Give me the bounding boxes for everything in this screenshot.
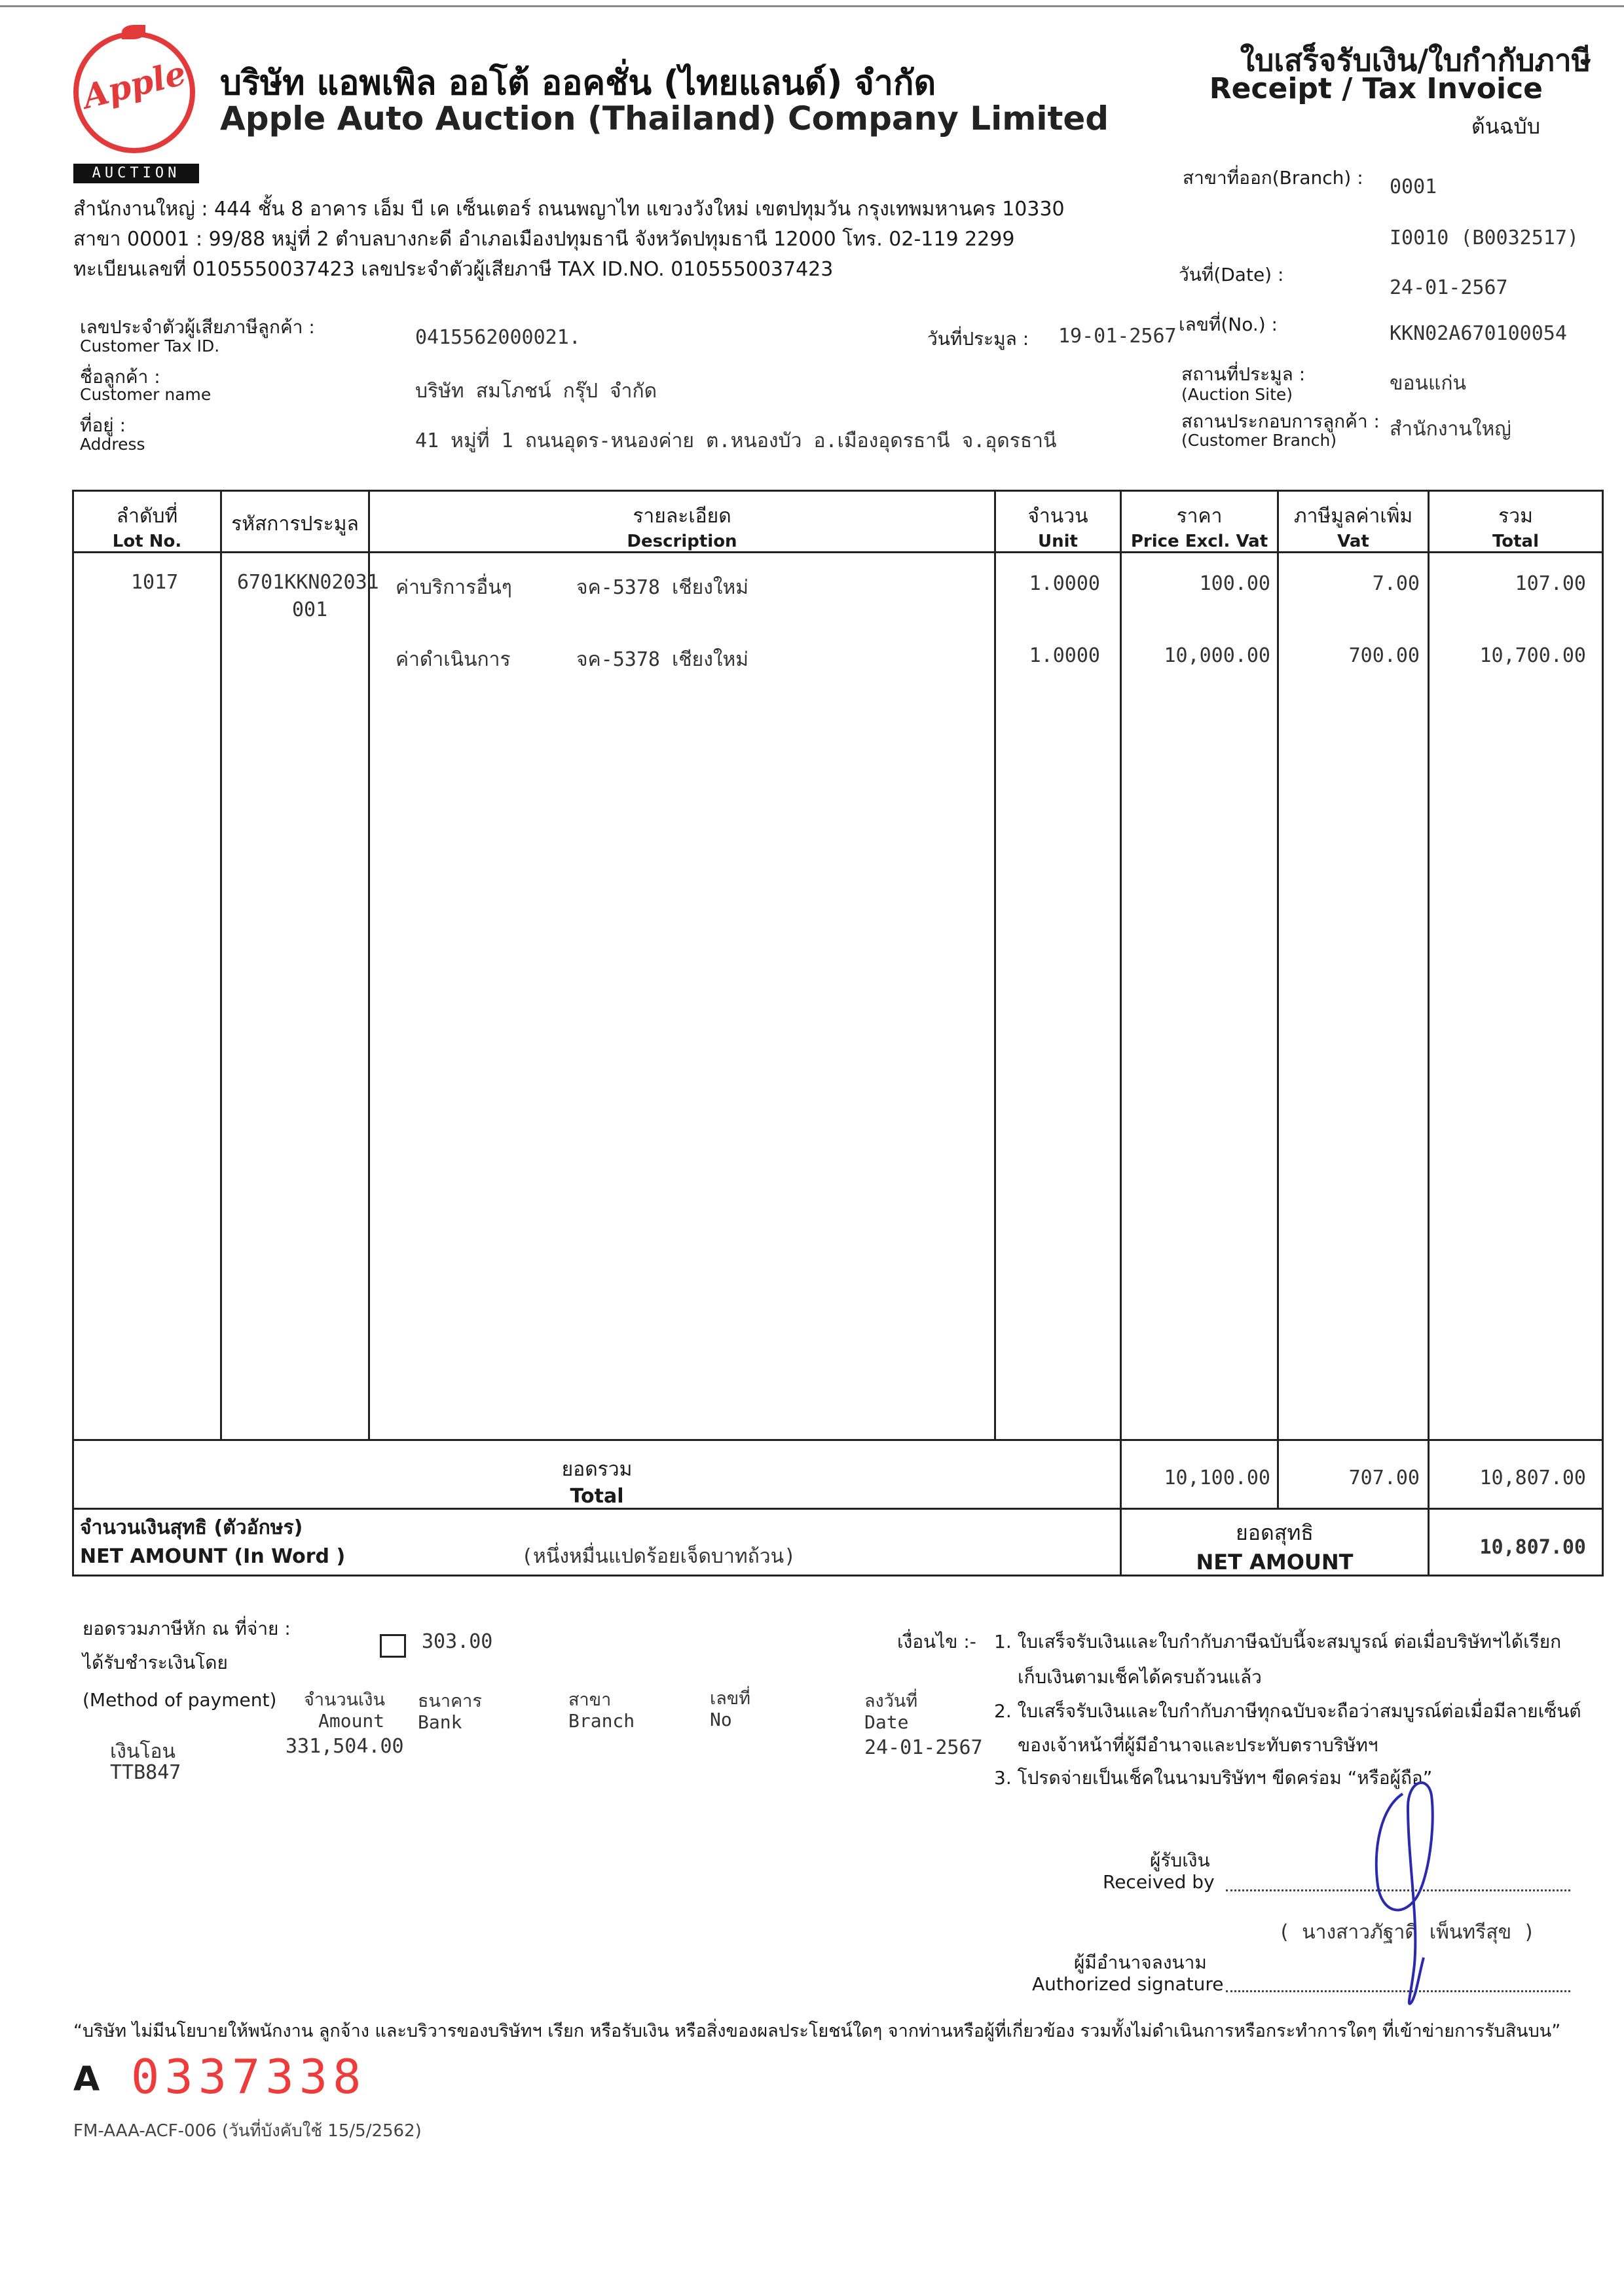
condition-2a: 2. ใบเสร็จรับเงินและใบกำกับภาษีทุกฉบับจะถือว่าสมบูรณ์ต่อเมื่อมีลายเซ็นต์: [994, 1700, 1581, 1722]
cust-tax-label-th: เลขประจำตัวผู้เสียภาษีลูกค้า :: [80, 316, 315, 338]
cust-addr-label-en: Address: [80, 435, 145, 454]
header-lot: ลำดับที่ Lot No.: [73, 491, 221, 553]
cust-tax-label-en: Customer Tax ID.: [80, 337, 220, 355]
header-total: รวม Total: [1429, 491, 1603, 553]
ref-value: I0010 (B0032517): [1390, 227, 1579, 249]
method-label: (Method of payment): [83, 1689, 277, 1711]
total-vat: 707.00: [1348, 1467, 1420, 1489]
no-label: เลขที่(No.) :: [1179, 314, 1278, 335]
signer-name: ( นางสาวภัฐาดี เพ็นทรีสุข ): [1278, 1921, 1536, 1944]
wht-value: 303.00: [422, 1630, 493, 1653]
received-by-th: ผู้รับเงิน: [1150, 1850, 1210, 1871]
site-label-en: (Auction Site): [1181, 385, 1293, 404]
col-bank-en: Bank: [418, 1711, 462, 1733]
no-value: KKN02A670100054: [1390, 322, 1567, 345]
net-word-label-th: จำนวนเงินสุทธิ (ตัวอักษร): [80, 1516, 303, 1539]
row1-total: 107.00: [1515, 572, 1586, 595]
row1-plate: จค-5378 เชียงใหม่: [576, 576, 749, 599]
total-total: 10,807.00: [1479, 1467, 1586, 1489]
total-price: 10,100.00: [1164, 1467, 1270, 1489]
branch-value: 0001: [1390, 175, 1437, 198]
cust-branch-label-th: สถานประกอบการลูกค้า :: [1181, 410, 1380, 432]
col-no-th: เลขที่: [710, 1688, 751, 1709]
col-bank-th: ธนาคาร: [418, 1691, 482, 1711]
company-name-th: บริษัท แอพเพิล ออโต้ ออคชั่น (ไทยแลนด์) จำกัด: [220, 64, 936, 103]
site-label-th: สถานที่ประมูล :: [1181, 363, 1306, 385]
serial-number: 0337338: [131, 2049, 367, 2104]
doc-title-en: Receipt / Tax Invoice: [1209, 72, 1543, 105]
row2-total: 10,700.00: [1479, 644, 1586, 667]
row2-price: 10,000.00: [1164, 644, 1270, 667]
net-word-value: (หนึ่งหมื่นแปดร้อยเจ็ดบาทถ้วน): [521, 1545, 796, 1568]
cust-addr-value: 41 หมู่ที่ 1 ถนนอุดร-หนองค่าย ต.หนองบัว อ.เมืองอุดรธานี จ.อุดรธานี: [415, 429, 1057, 452]
auction-date-value: 19-01-2567: [1058, 325, 1177, 348]
row1-vat: 7.00: [1372, 572, 1420, 595]
wht-checkbox: [380, 1634, 406, 1658]
col-amount-en: Amount: [318, 1710, 385, 1732]
row2-vat: 700.00: [1348, 644, 1420, 667]
doc-copy-label: ต้นฉบับ: [1471, 114, 1540, 139]
anti-bribery-disclaimer: “บริษัท ไม่มีนโยบายให้พนักงาน ลูกจ้าง และบริวารของบริษัทฯ เรียก หรือรับเงิน หรือสิ่งของผลประโยชน์ใดๆ จากท่านหรือผู้ที่เกี่ยวข้อง รวมทั้งไม่ดำเนินการหรือกระทำการใดๆ ที่เข้าข่ายการรับสินบน”: [73, 2021, 1561, 2041]
auction-code-line1: 6701KKN02031: [237, 571, 379, 594]
condition-1b: เก็บเงินตามเช็คได้ครบถ้วนแล้ว: [1018, 1666, 1262, 1688]
body-lot: [73, 553, 221, 1440]
company-address-line2: สาขา 00001 : 99/88 หมู่ที่ 2 ตำบลบางกะดี อำเภอเมืองปทุมธานี จังหวัดปทุมธานี 12000 โทร. 02-119 2299: [73, 228, 1015, 251]
payment-date-value: 24-01-2567: [864, 1736, 983, 1759]
doc-title-th: ใบเสร็จรับเงิน/ใบกำกับภาษี: [1240, 43, 1591, 78]
net-label-cell: ยอดสุทธิ NET AMOUNT: [1121, 1509, 1429, 1576]
col-no-en: No: [710, 1709, 732, 1730]
method-ref: TTB847: [110, 1761, 181, 1784]
conditions-label: เงื่อนไข :-: [897, 1631, 976, 1652]
header-price: ราคา Price Excl. Vat: [1121, 491, 1278, 553]
site-value: ขอนแก่น: [1390, 372, 1467, 395]
row2-unit: 1.0000: [1029, 644, 1100, 667]
logo-leaf-icon: [122, 25, 145, 39]
row2-plate: จค-5378 เชียงใหม่: [576, 648, 749, 671]
header-vat: ภาษีมูลค่าเพิ่ม Vat: [1278, 491, 1429, 553]
total-label-cell: ยอดรวม Total: [73, 1440, 1121, 1509]
header-auction-code: รหัสการประมูล: [221, 491, 369, 553]
cust-name-label-th: ชื่อลูกค้า :: [80, 366, 160, 388]
body-description: [369, 553, 995, 1440]
row1-desc: ค่าบริการอื่นๆ: [396, 576, 512, 599]
received-by-label: ได้รับชำระเงินโดย: [83, 1652, 228, 1673]
condition-2b: ของเจ้าหน้าที่ผู้มีอำนาจและประทับตราบริษัทฯ: [1018, 1734, 1378, 1756]
company-address-line1: สำนักงานใหญ่ : 444 ชั้น 8 อาคาร เอ็ม บี เค เซ็นเตอร์ ถนนพญาไท แขวงวังใหม่ เขตปทุมวัน กรุงเทพมหานคร 10330: [73, 198, 1065, 221]
row2-desc: ค่าดำเนินการ: [396, 648, 511, 671]
logo-auction-strip: AUCTION: [73, 164, 199, 183]
body-vat: [1278, 553, 1429, 1440]
branch-label: สาขาที่ออก(Branch) :: [1183, 167, 1363, 189]
net-value: 10,807.00: [1479, 1536, 1586, 1559]
col-amount-th: จำนวนเงิน: [304, 1690, 385, 1710]
condition-1a: 1. ใบเสร็จรับเงินและใบกำกับภาษีฉบับนี้จะสมบูรณ์ ต่อเมื่อบริษัทฯได้เรียก: [994, 1631, 1562, 1652]
body-total: [1429, 553, 1603, 1440]
body-price: [1121, 553, 1278, 1440]
lot-no: 1017: [131, 571, 179, 594]
cust-branch-label-en: (Customer Branch): [1181, 431, 1337, 450]
authorized-th: ผู้มีอำนาจลงนาม: [1074, 1952, 1207, 1973]
auction-date-label: วันที่ประมูล :: [927, 328, 1029, 350]
handwritten-signature: [1356, 1768, 1460, 2010]
form-code: FM-AAA-ACF-006 (วันที่บังคับใช้ 15/5/2562): [73, 2121, 422, 2141]
col-date-th: ลงวันที่: [864, 1691, 918, 1711]
cust-addr-label-th: ที่อยู่ :: [80, 414, 126, 436]
row1-price: 100.00: [1199, 572, 1270, 595]
date-value: 24-01-2567: [1390, 276, 1508, 299]
cust-branch-value: สำนักงานใหญ่: [1390, 418, 1511, 441]
logo-text: Apple: [79, 53, 190, 117]
method-value: เงินโอน: [110, 1740, 176, 1763]
condition-3: 3. โปรดจ่ายเป็นเช็คในนามบริษัทฯ ขีดคร่อม “หรือผู้ถือ”: [994, 1767, 1433, 1789]
row1-unit: 1.0000: [1029, 572, 1100, 595]
date-label: วันที่(Date) :: [1179, 264, 1284, 285]
net-word-label-en: NET AMOUNT (In Word ): [80, 1545, 346, 1568]
received-by-en: Received by: [1103, 1871, 1215, 1893]
scan-edge: [0, 5, 1624, 7]
header-description: รายละเอียด Description: [369, 491, 995, 553]
amount-value: 331,504.00: [286, 1735, 404, 1758]
company-name-en: Apple Auto Auction (Thailand) Company Limited: [220, 100, 1109, 137]
cust-tax-value: 0415562000021.: [415, 326, 581, 349]
body-unit: [995, 553, 1121, 1440]
company-address-line3: ทะเบียนเลขที่ 0105550037423 เลขประจำตัวผู้เสียภาษี TAX ID.NO. 0105550037423: [73, 258, 834, 281]
auction-code-line2: 001: [292, 598, 328, 621]
wht-label: ยอดรวมภาษีหัก ณ ที่จ่าย :: [83, 1618, 291, 1639]
authorized-en: Authorized signature: [1032, 1973, 1224, 1995]
serial-prefix: A: [73, 2060, 100, 2099]
cust-name-label-en: Customer name: [80, 385, 212, 404]
header-unit: จำนวน Unit: [995, 491, 1121, 553]
col-branch-th: สาขา: [568, 1690, 612, 1710]
col-date-en: Date: [864, 1711, 909, 1733]
cust-name-value: บริษัท สมโภชน์ กรุ๊ป จำกัด: [415, 380, 657, 403]
col-branch-en: Branch: [568, 1710, 635, 1732]
body-auction-code: [221, 553, 369, 1440]
